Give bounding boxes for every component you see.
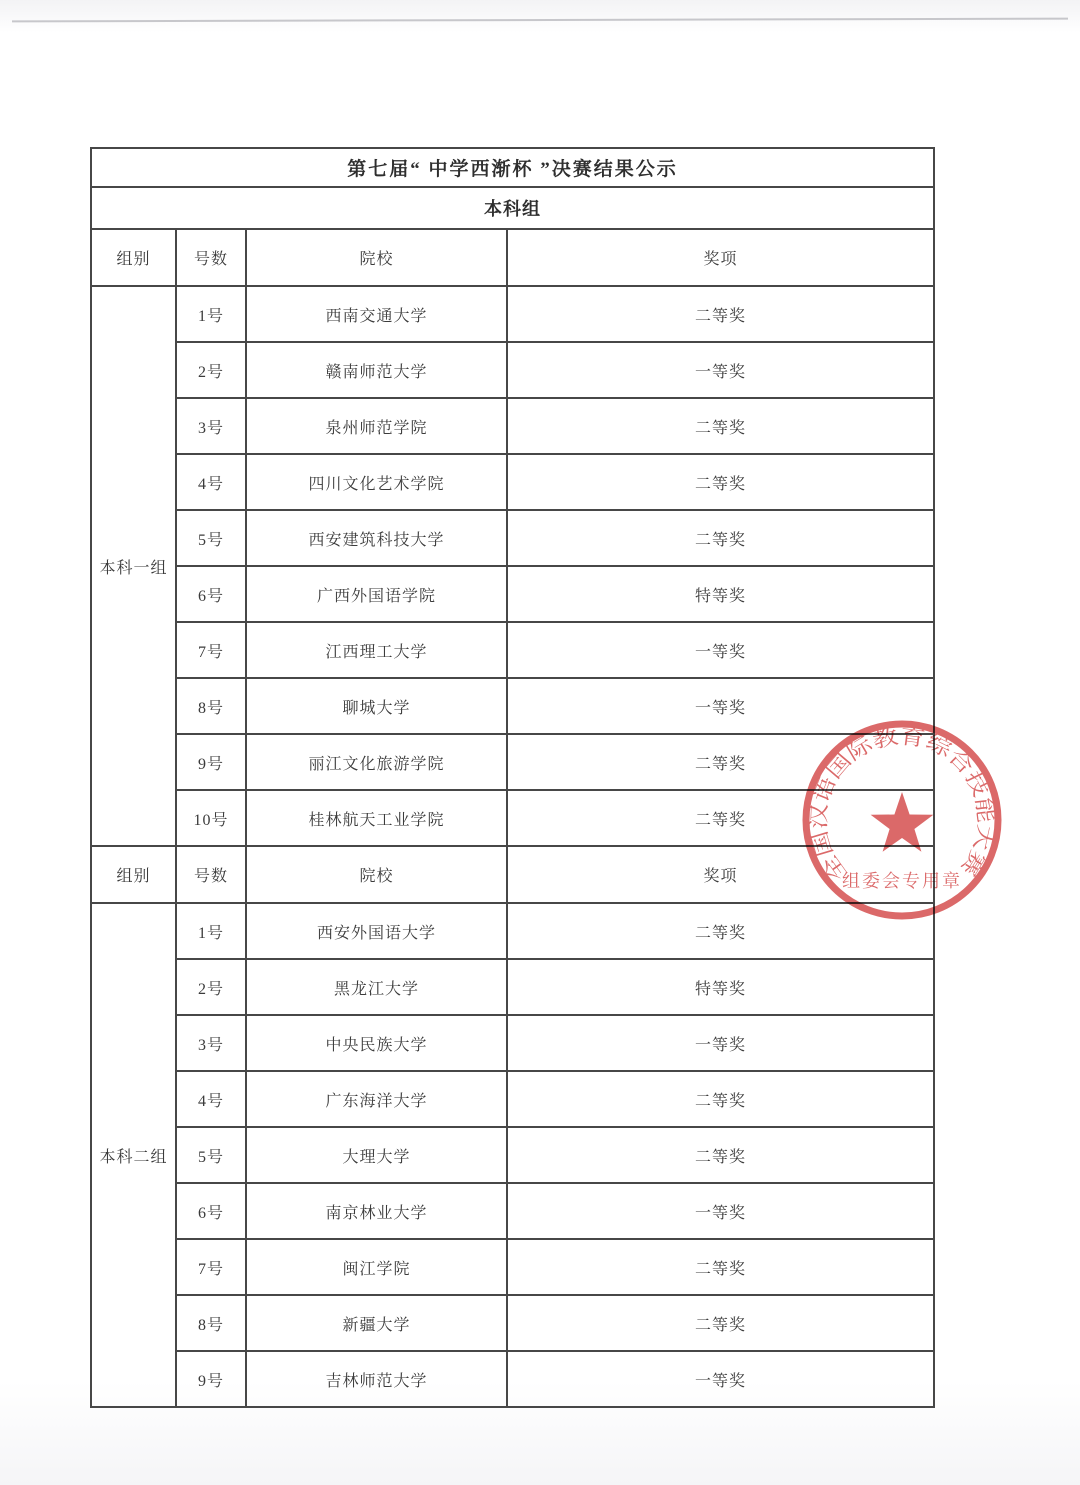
table-row	[91, 286, 934, 342]
award-cell: 二等奖	[507, 454, 934, 510]
school-cell: 西南交通大学	[246, 286, 507, 342]
award-cell: 二等奖	[507, 903, 934, 959]
school-cell: 新疆大学	[246, 1295, 507, 1351]
column-header: 号数	[176, 229, 246, 286]
number-cell: 5号	[176, 1127, 246, 1183]
document-title: 第七届“ 中学西渐杯 ”决赛结果公示	[91, 148, 934, 187]
school-cell: 黑龙江大学	[246, 959, 507, 1015]
table-row	[91, 1239, 934, 1295]
award-cell: 一等奖	[507, 622, 934, 678]
award-cell: 二等奖	[507, 734, 934, 790]
table-row	[91, 398, 934, 454]
number-cell: 2号	[176, 959, 246, 1015]
column-header: 奖项	[507, 229, 934, 286]
award-cell: 二等奖	[507, 790, 934, 846]
table-row	[91, 342, 934, 398]
subtitle-row	[91, 187, 934, 229]
column-header: 奖项	[507, 846, 934, 903]
table-row	[91, 566, 934, 622]
school-cell: 广西外国语学院	[246, 566, 507, 622]
award-cell: 特等奖	[507, 566, 934, 622]
table-row	[91, 1183, 934, 1239]
award-cell: 二等奖	[507, 510, 934, 566]
table-row	[91, 959, 934, 1015]
number-cell: 8号	[176, 678, 246, 734]
column-header-row	[91, 229, 934, 286]
award-cell: 二等奖	[507, 1295, 934, 1351]
number-cell: 7号	[176, 1239, 246, 1295]
school-cell: 中央民族大学	[246, 1015, 507, 1071]
number-cell: 8号	[176, 1295, 246, 1351]
table-row	[91, 1071, 934, 1127]
table-row	[91, 622, 934, 678]
school-cell: 丽江文化旅游学院	[246, 734, 507, 790]
number-cell: 9号	[176, 734, 246, 790]
school-cell: 闽江学院	[246, 1239, 507, 1295]
number-cell: 6号	[176, 1183, 246, 1239]
number-cell: 10号	[176, 790, 246, 846]
school-cell: 江西理工大学	[246, 622, 507, 678]
table-row	[91, 1015, 934, 1071]
award-cell: 二等奖	[507, 1071, 934, 1127]
column-header: 组别	[91, 229, 176, 286]
school-cell: 西安建筑科技大学	[246, 510, 507, 566]
award-cell: 二等奖	[507, 286, 934, 342]
award-cell: 二等奖	[507, 1127, 934, 1183]
table-row	[91, 510, 934, 566]
number-cell: 4号	[176, 454, 246, 510]
scan-paper-edge	[12, 18, 1068, 23]
school-cell: 大理大学	[246, 1127, 507, 1183]
number-cell: 2号	[176, 342, 246, 398]
table-row	[91, 1127, 934, 1183]
number-cell: 5号	[176, 510, 246, 566]
table-row	[91, 454, 934, 510]
seal-bottom-text: 组委会专用章	[842, 871, 962, 891]
number-cell: 7号	[176, 622, 246, 678]
school-cell: 聊城大学	[246, 678, 507, 734]
award-cell: 一等奖	[507, 342, 934, 398]
award-cell: 特等奖	[507, 959, 934, 1015]
number-cell: 9号	[176, 1351, 246, 1407]
school-cell: 桂林航天工业学院	[246, 790, 507, 846]
group-name-cell: 本科二组	[91, 903, 176, 1407]
school-cell: 南京林业大学	[246, 1183, 507, 1239]
school-cell: 西安外国语大学	[246, 903, 507, 959]
number-cell: 1号	[176, 903, 246, 959]
column-header: 组别	[91, 846, 176, 903]
group-name-cell: 本科一组	[91, 286, 176, 846]
award-cell: 二等奖	[507, 398, 934, 454]
award-cell: 一等奖	[507, 1015, 934, 1071]
award-cell: 一等奖	[507, 1183, 934, 1239]
school-cell: 赣南师范大学	[246, 342, 507, 398]
official-seal-graphic	[797, 715, 1007, 925]
column-header: 院校	[246, 229, 507, 286]
seal-star-icon	[871, 792, 934, 852]
school-cell: 四川文化艺术学院	[246, 454, 507, 510]
official-seal	[797, 715, 1007, 925]
seal-arc-text: 全国汉语国际教育综合技能大赛	[806, 724, 998, 886]
number-cell: 3号	[176, 1015, 246, 1071]
column-header: 院校	[246, 846, 507, 903]
school-cell: 广东海洋大学	[246, 1071, 507, 1127]
award-cell: 二等奖	[507, 1239, 934, 1295]
school-cell: 泉州师范学院	[246, 398, 507, 454]
table-row	[91, 1295, 934, 1351]
number-cell: 6号	[176, 566, 246, 622]
number-cell: 4号	[176, 1071, 246, 1127]
number-cell: 3号	[176, 398, 246, 454]
section-title: 本科组	[91, 187, 934, 229]
award-cell: 一等奖	[507, 1351, 934, 1407]
table-row	[91, 1351, 934, 1407]
number-cell: 1号	[176, 286, 246, 342]
award-cell: 一等奖	[507, 678, 934, 734]
school-cell: 吉林师范大学	[246, 1351, 507, 1407]
title-row	[91, 148, 934, 187]
column-header: 号数	[176, 846, 246, 903]
